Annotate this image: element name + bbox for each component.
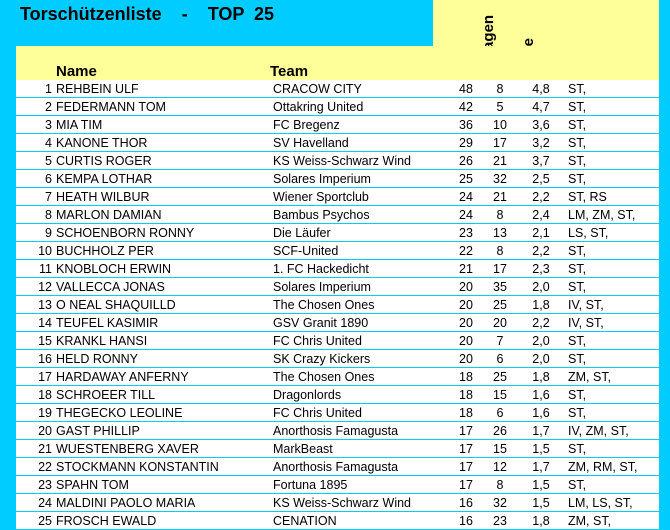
table-row (16, 440, 659, 458)
goals-cell: 17 (449, 476, 483, 494)
position-cell: ST, (565, 440, 659, 458)
assists-cell: 12 (483, 458, 517, 476)
position-cell: ST, RS (565, 188, 659, 206)
assists-cell: 20 (483, 314, 517, 332)
player-name-cell: HARDAWAY ANFERNY (52, 368, 273, 386)
goal-average-cell: 1,5 (517, 494, 565, 512)
table-row (16, 512, 659, 530)
assists-cell: 25 (483, 368, 517, 386)
player-name-cell: MARLON DAMIAN (52, 206, 273, 224)
player-name-cell: GAST PHILLIP (52, 422, 273, 440)
player-name-cell: KEMPA LOTHAR (52, 170, 273, 188)
goal-average-cell: 4,7 (517, 98, 565, 116)
player-name-cell: WUESTENBERG XAVER (52, 440, 273, 458)
team-cell: FC Chris United (273, 332, 449, 350)
goals-cell: 48 (449, 80, 483, 98)
player-name-cell: FROSCH EWALD (52, 512, 273, 530)
goals-cell: 16 (449, 494, 483, 512)
assists-cell: 6 (483, 350, 517, 368)
assists-cell: 25 (483, 296, 517, 314)
goal-average-cell: 4,8 (517, 80, 565, 98)
position-cell: ZM, ST, (565, 368, 659, 386)
player-name-cell: KNOBLOCH ERWIN (52, 260, 273, 278)
rank-cell: 25 (16, 512, 52, 530)
scorer-table (16, 80, 659, 530)
goal-average-cell: 2,0 (517, 350, 565, 368)
goal-average-cell: 2,2 (517, 188, 565, 206)
player-name-cell: HEATH WILBUR (52, 188, 273, 206)
assists-cell: 15 (483, 440, 517, 458)
table-row (16, 260, 659, 278)
team-cell: 1. FC Hackedicht (273, 260, 449, 278)
table-row (16, 404, 659, 422)
position-cell: ST, (565, 386, 659, 404)
goal-average-cell: 1,7 (517, 422, 565, 440)
table-row (16, 278, 659, 296)
rank-cell: 23 (16, 476, 52, 494)
rank-cell: 18 (16, 386, 52, 404)
position-cell: ST, (565, 98, 659, 116)
assists-cell: 21 (483, 188, 517, 206)
position-cell: LM, ZM, ST, (565, 206, 659, 224)
team-cell: The Chosen Ones (273, 296, 449, 314)
table-row (16, 224, 659, 242)
assists-cell: 32 (483, 170, 517, 188)
table-row (16, 386, 659, 404)
position-cell: IV, ST, (565, 296, 659, 314)
goal-average-cell: 2,5 (517, 170, 565, 188)
team-cell: SCF-United (273, 242, 449, 260)
table-row (16, 134, 659, 152)
goal-average-cell: 2,0 (517, 332, 565, 350)
table-row (16, 350, 659, 368)
position-cell: IV, ST, (565, 314, 659, 332)
table-row (16, 170, 659, 188)
position-cell: ST, (565, 350, 659, 368)
assists-cell: 8 (483, 80, 517, 98)
goals-cell: 20 (449, 314, 483, 332)
team-cell: Dragonlords (273, 386, 449, 404)
table-row (16, 206, 659, 224)
rank-cell: 7 (16, 188, 52, 206)
player-name-cell: TEUFEL KASIMIR (52, 314, 273, 332)
player-name-cell: THEGECKO LEOLINE (52, 404, 273, 422)
goal-average-cell: 2,3 (517, 260, 565, 278)
goals-cell: 17 (449, 458, 483, 476)
goals-cell: 24 (449, 188, 483, 206)
player-name-cell: SCHOENBORN RONNY (52, 224, 273, 242)
rank-cell: 9 (16, 224, 52, 242)
rank-cell: 4 (16, 134, 52, 152)
rank-cell: 1 (16, 80, 52, 98)
goal-average-cell: 1,8 (517, 512, 565, 530)
goal-average-cell: 2,0 (517, 278, 565, 296)
table-row (16, 296, 659, 314)
goals-cell: 18 (449, 386, 483, 404)
table-row (16, 242, 659, 260)
rank-cell: 11 (16, 260, 52, 278)
assists-cell: 32 (483, 494, 517, 512)
team-cell: CENATION (273, 512, 449, 530)
position-cell: ST, (565, 278, 659, 296)
goals-cell: 21 (449, 260, 483, 278)
team-cell: CRACOW CITY (273, 80, 449, 98)
column-header-name: Name (56, 63, 97, 80)
player-name-cell: SPAHN TOM (52, 476, 273, 494)
assists-cell: 8 (483, 476, 517, 494)
table-row (16, 494, 659, 512)
goal-average-cell: 1,5 (517, 440, 565, 458)
team-cell: FC Bregenz (273, 116, 449, 134)
rank-cell: 6 (16, 170, 52, 188)
assists-cell: 13 (483, 224, 517, 242)
goal-average-cell: 2,2 (517, 314, 565, 332)
goals-cell: 20 (449, 278, 483, 296)
team-cell: FC Chris United (273, 404, 449, 422)
assists-cell: 15 (483, 386, 517, 404)
assists-cell: 8 (483, 206, 517, 224)
goal-average-cell: 2,4 (517, 206, 565, 224)
team-cell: KS Weiss-Schwarz Wind (273, 152, 449, 170)
rank-cell: 15 (16, 332, 52, 350)
position-cell: ST, (565, 170, 659, 188)
rank-cell: 5 (16, 152, 52, 170)
goals-cell: 23 (449, 224, 483, 242)
table-row (16, 476, 659, 494)
rank-cell: 16 (16, 350, 52, 368)
table-row (16, 116, 659, 134)
rank-cell: 13 (16, 296, 52, 314)
goals-cell: 25 (449, 170, 483, 188)
rank-cell: 12 (16, 278, 52, 296)
goal-average-cell: 3,6 (517, 116, 565, 134)
team-cell: Anorthosis Famagusta (273, 422, 449, 440)
assists-cell: 5 (483, 98, 517, 116)
position-cell: ST, (565, 152, 659, 170)
goal-average-cell: 1,6 (517, 404, 565, 422)
team-cell: Anorthosis Famagusta (273, 458, 449, 476)
goal-average-cell: 3,7 (517, 152, 565, 170)
team-cell: Bambus Psychos (273, 206, 449, 224)
assists-cell: 35 (483, 278, 517, 296)
table-row (16, 422, 659, 440)
position-cell: ST, (565, 242, 659, 260)
position-cell: ZM, RM, ST, (565, 458, 659, 476)
scorer-table-body (16, 80, 659, 530)
goal-average-cell: 1,7 (517, 458, 565, 476)
player-name-cell: HELD RONNY (52, 350, 273, 368)
goals-cell: 24 (449, 206, 483, 224)
goal-average-cell: 1,6 (517, 386, 565, 404)
rank-cell: 17 (16, 368, 52, 386)
team-cell: The Chosen Ones (273, 368, 449, 386)
goal-average-cell: 2,1 (517, 224, 565, 242)
rank-cell: 3 (16, 116, 52, 134)
goals-cell: 20 (449, 296, 483, 314)
goal-average-cell: 1,8 (517, 368, 565, 386)
assists-cell: 8 (483, 242, 517, 260)
goal-average-cell: 1,8 (517, 296, 565, 314)
page-title: Torschützenliste - TOP 25 (20, 4, 275, 24)
table-row (16, 188, 659, 206)
table-row (16, 368, 659, 386)
player-name-cell: MALDINI PAOLO MARIA (52, 494, 273, 512)
player-name-cell: BUCHHOLZ PER (52, 242, 273, 260)
assists-cell: 17 (483, 260, 517, 278)
team-cell: Solares Imperium (273, 278, 449, 296)
rank-cell: 2 (16, 98, 52, 116)
player-name-cell: KANONE THOR (52, 134, 273, 152)
goal-average-cell: 2,2 (517, 242, 565, 260)
rank-cell: 21 (16, 440, 52, 458)
team-cell: Wiener Sportclub (273, 188, 449, 206)
position-cell: ZM, ST, (565, 512, 659, 530)
player-name-cell: MIA TIM (52, 116, 273, 134)
team-cell: Solares Imperium (273, 170, 449, 188)
rank-cell: 14 (16, 314, 52, 332)
position-cell: ST, (565, 134, 659, 152)
goals-cell: 20 (449, 332, 483, 350)
player-name-cell: CURTIS ROGER (52, 152, 273, 170)
table-header (16, 46, 659, 80)
team-cell: KS Weiss-Schwarz Wind (273, 494, 449, 512)
player-name-cell: VALLECCA JONAS (52, 278, 273, 296)
rank-cell: 19 (16, 404, 52, 422)
goals-cell: 36 (449, 116, 483, 134)
table-row (16, 332, 659, 350)
goals-cell: 29 (449, 134, 483, 152)
position-cell: LS, ST, (565, 224, 659, 242)
assists-cell: 7 (483, 332, 517, 350)
goals-cell: 18 (449, 368, 483, 386)
player-name-cell: KRANKL HANSI (52, 332, 273, 350)
position-cell: ST, (565, 404, 659, 422)
rank-cell: 24 (16, 494, 52, 512)
team-cell: MarkBeast (273, 440, 449, 458)
table-row (16, 80, 659, 98)
assists-cell: 6 (483, 404, 517, 422)
team-cell: Ottakring United (273, 98, 449, 116)
position-cell: ST, (565, 476, 659, 494)
table-row (16, 98, 659, 116)
team-cell: Die Läufer (273, 224, 449, 242)
position-cell: ST, (565, 332, 659, 350)
assists-cell: 26 (483, 422, 517, 440)
team-cell: GSV Granit 1890 (273, 314, 449, 332)
goal-average-cell: 1,5 (517, 476, 565, 494)
rank-cell: 8 (16, 206, 52, 224)
goals-cell: 26 (449, 152, 483, 170)
team-cell: SK Crazy Kickers (273, 350, 449, 368)
player-name-cell: STOCKMANN KONSTANTIN (52, 458, 273, 476)
assists-cell: 21 (483, 152, 517, 170)
goals-cell: 17 (449, 422, 483, 440)
position-cell: LM, LS, ST, (565, 494, 659, 512)
player-name-cell: REHBEIN ULF (52, 80, 273, 98)
goals-cell: 17 (449, 440, 483, 458)
rank-cell: 20 (16, 422, 52, 440)
assists-cell: 17 (483, 134, 517, 152)
assists-cell: 23 (483, 512, 517, 530)
position-cell: ST, (565, 260, 659, 278)
column-header-team: Team (270, 63, 309, 80)
goals-cell: 20 (449, 350, 483, 368)
title-bar (0, 0, 433, 46)
team-cell: SV Havelland (273, 134, 449, 152)
player-name-cell: SCHROEER TILL (52, 386, 273, 404)
player-name-cell: FEDERMANN TOM (52, 98, 273, 116)
table-row (16, 314, 659, 332)
position-cell: ST, (565, 80, 659, 98)
rank-cell: 10 (16, 242, 52, 260)
goal-average-cell: 3,2 (517, 134, 565, 152)
assists-cell: 10 (483, 116, 517, 134)
player-name-cell: O NEAL SHAQUILLD (52, 296, 273, 314)
rank-cell: 22 (16, 458, 52, 476)
goals-cell: 16 (449, 512, 483, 530)
team-cell: Fortuna 1895 (273, 476, 449, 494)
table-row (16, 152, 659, 170)
goals-cell: 22 (449, 242, 483, 260)
position-cell: IV, ZM, ST, (565, 422, 659, 440)
goals-cell: 18 (449, 404, 483, 422)
goals-cell: 42 (449, 98, 483, 116)
position-cell: ST, (565, 116, 659, 134)
table-row (16, 458, 659, 476)
